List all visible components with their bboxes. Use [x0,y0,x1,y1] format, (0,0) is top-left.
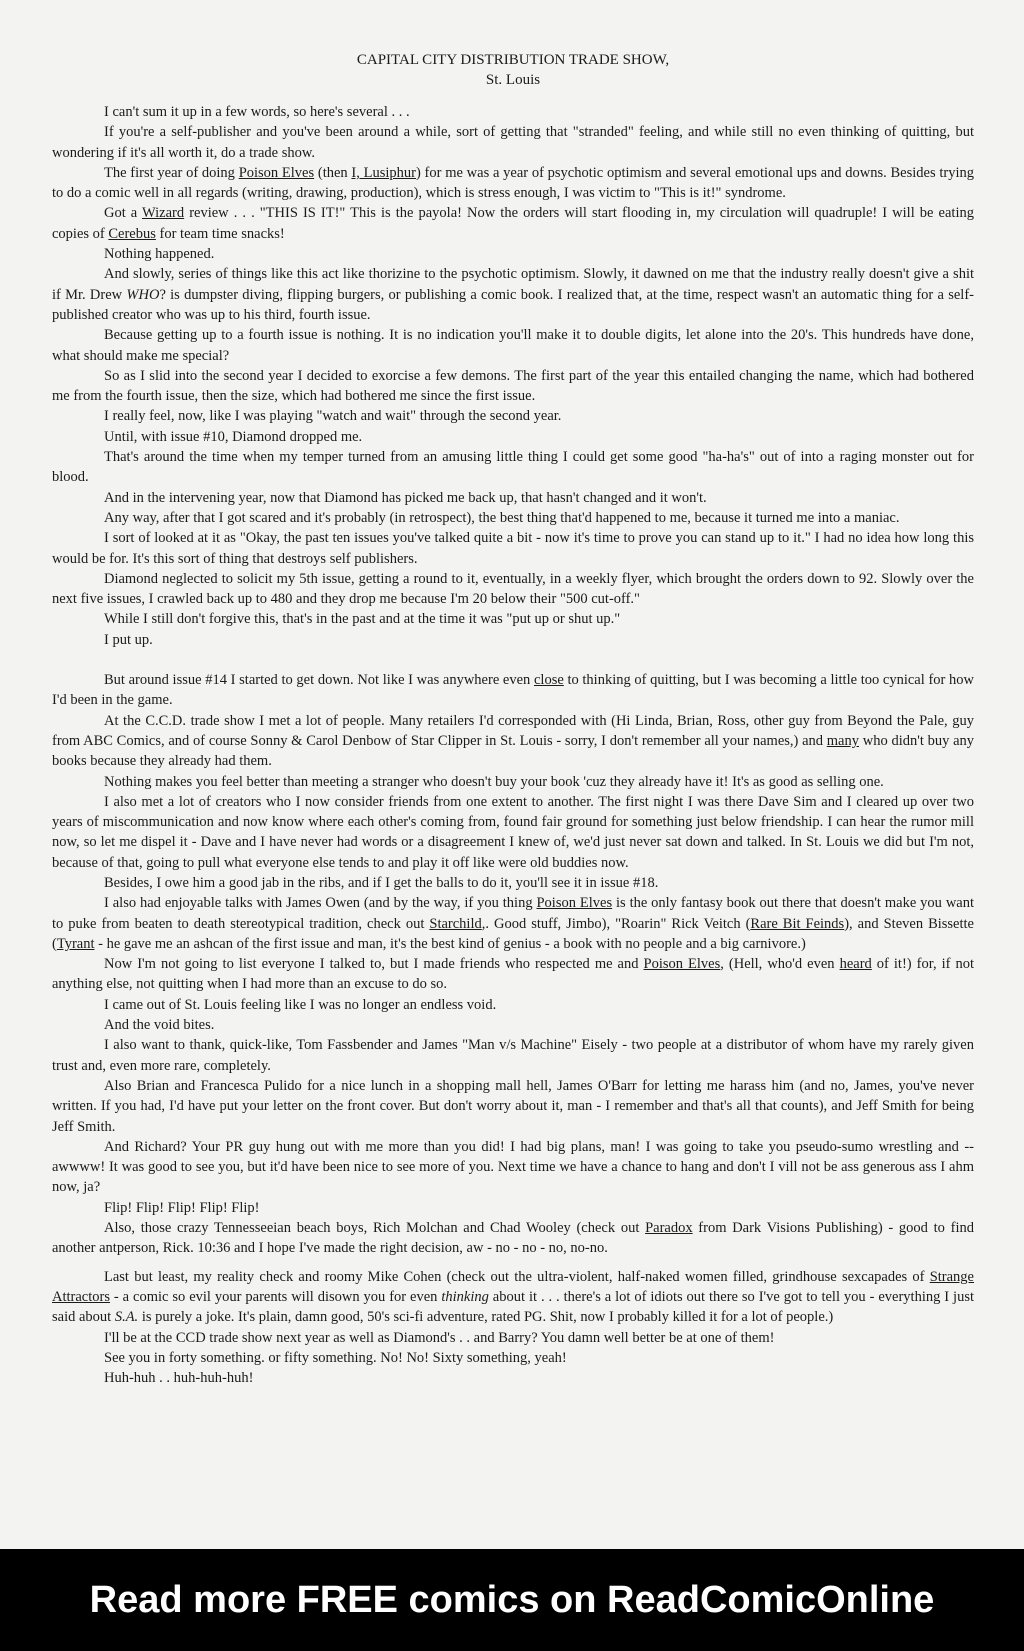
paragraph: Flip! Flip! Flip! Flip! Flip! [104,1199,260,1216]
promo-banner[interactable] [0,1549,1024,1651]
paragraph: See you in forty something. or fifty something. No! No! Sixty something, yeah! [104,1349,567,1366]
comic-title-poison-elves: Poison Elves [238,164,315,181]
article-title: CAPITAL CITY DISTRIBUTION TRADE SHOW, [356,52,670,68]
paragraph: Got a Wizard review . . . "THIS IS IT!" This is the payola! Now the orders will start flooding in, my circulation will quadruple! I will be eating copies of Cerebus for team time snacks! [52,205,974,242]
article-subtitle: St. Louis [485,72,541,88]
comic-title-rare-bit-feinds: Rare Bit Feinds [750,915,845,932]
comic-title-i-lusiphur: I, Lusiphur [351,164,416,181]
paragraph: I also want to thank, quick-like, Tom Fassbender and James "Man v/s Machine" Eisely - two people at a distributor of whom have my rarely given trust and, even more rare, completely. [52,1037,974,1074]
paragraph: I came out of St. Louis feeling like I was no longer an endless void. [104,996,497,1013]
comic-title-poison-elves: Poison Elves [536,895,613,912]
paragraph: Nothing happened. [104,246,215,263]
paragraph: I sort of looked at it as "Okay, the past ten issues you've talked quite a bit - now it's time to prove you can stand up to it." I had no idea how long this would be for. It's this sort of thing that destroys self publishers. [52,530,974,567]
paragraph: I really feel, now, like I was playing "watch and wait" through the second year. [104,408,562,425]
emphasis-close: close [533,672,564,689]
comic-title-tyrant: Tyrant [56,935,95,952]
emphasis-who: WHO [126,286,160,303]
paragraph: While I still don't forgive this, that's in the past and at the time it was "put up or shut up." [104,611,621,628]
paragraph: Now I'm not going to list everyone I talked to, but I made friends who respected me and Poison Elves, (Hell, who'd even heard of it!) for, if not anything else, not quitting when I had more than an excuse to do so. [52,956,975,993]
paragraph: Until, with issue #10, Diamond dropped me. [104,428,363,445]
emphasis-thinking: thinking [441,1288,489,1305]
paragraph: Huh-huh . . huh-huh-huh! [104,1370,254,1387]
paragraph: And in the intervening year, now that Diamond has picked me back up, that hasn't changed and it won't. [104,489,707,506]
paragraph: At the C.C.D. trade show I met a lot of people. Many retailers I'd corresponded with (Hi Linda, Brian, Ross, other guy from Beyond the Pale, guy from ABC Comics, and of course Sonny & Carol Denbow of Star Clipper in St. Louis - sorry, I don't remember all your names,) and many who didn't buy any books because they already had them. [52,712,975,770]
paragraph: Diamond neglected to solicit my 5th issue, getting a round to it, eventually, in a weekly flyer, which brought the orders down to 92. Slowly over the next five issues, I crawled back up to 480 and they drop me because I'm 20 below their "500 cut-off." [52,570,974,608]
emphasis-sa: S.A. [114,1309,139,1326]
paragraph: I also met a lot of creators who I now consider friends from one extent to another. The first night I was there Dave Sim and I cleared up over two years of miscommunication and now know where each other's coming from, found fair ground for something just below friendship. I can hear the rumor mill now, so let me dispel it - Dave and I have never had words or a disagreement I knew of, we'd just never sat down and talked. In St. Louis we did but I'm not, because of that, going to pull what everyone else tends to and play it off like were old buddies now. [52,793,974,871]
section-break [52,650,974,670]
emphasis-heard: heard [839,956,872,973]
comic-title-paradox: Paradox [645,1220,693,1237]
paragraph: Besides, I owe him a good jab in the ribs, and if I get the balls to do it, you'll see it in issue #18. [104,874,659,891]
paragraph: And Richard? Your PR guy hung out with me more than you did! I had big plans, man! I was going to take you pseudo-sumo wrestling and -- awwww! It was good to see you, but it'd have been nice to see more of you. Next time we have a chance to hang and don't I vill not be ass generous ass I ahm now, ja? [52,1138,974,1196]
comic-title-starchild: Starchild [429,915,482,932]
comic-title-cerebus: Cerebus [108,225,156,242]
paragraph: If you're a self-publisher and you've been around a while, sort of getting that "stranded" feeling, and while still no even thinking of quitting, but wondering if it's all worth it, do a trade show. [52,124,974,161]
paragraph: Because getting up to a fourth issue is nothing. It is no indication you'll make it to double digits, let alone into the 20's. This hundreds have done, what should make me special? [52,327,974,364]
paragraph: I also had enjoyable talks with James Owen (and by the way, if you thing Poison Elves is the only fantasy book out there that doesn't make you want to puke from beaten to death stereotypical tradition, check out Starchild,. Good stuff, Jimbo), "Roarin" Rick Veitch (Rare Bit Feinds), and Steven Bissette (Tyrant - he gave me an ashcan of the first issue and man, it's the best kind of genius - a book with no people and a big carnivore.) [52,895,975,952]
paragraph: And slowly, series of things like this act like thorizine to the psychotic optimism. Slowly, it dawned on me that the industry really doesn't give a shit if Mr. Drew WHO? is dumpster diving, flipping burgers, or publishing a comic book. I realized that, at the time, respect wasn't an automatic thing for a self-published creator who was up to his third, fourth issue. [52,266,974,323]
paragraph: Also Brian and Francesca Pulido for a nice lunch in a shopping mall hell, James O'Barr for letting me harass him (and no, James, you've never written. If you had, I'd have put your letter on the front cover. But don't worry about it, man - I remember and that's all that counts), and Jeff Smith for being Jeff Smith. [52,1077,974,1135]
article-body [52,50,974,1388]
paragraph: And the void bites. [104,1017,215,1034]
paragraph: Nothing makes you feel better than meeting a stranger who doesn't buy your book 'cuz they already have it! It's as good as selling one. [104,773,884,790]
paragraph: I can't sum it up in a few words, so here's several . . . [104,104,410,120]
paragraph: That's around the time when my temper turned from an amusing little thing I could get some good "ha-ha's" out of into a raging monster out for blood. [52,449,974,486]
emphasis-many: many [826,732,859,749]
comic-title-strange-attractors: Strange Attractors [52,1268,974,1305]
section-break [52,1259,974,1267]
paragraph: Last but least, my reality check and roomy Mike Cohen (check out the ultra-violent, half-naked women filled, grindhouse sexcapades of Strange Attractors - a comic so evil your parents will disown you for even thinking about it . . . there's a lot of idiots out there so I've got to tell you - everything I just said about S.A. is purely a joke. It's plain, damn good, 50's sci-fi adventure, rated PG. Shit, now I probably killed it for a lot of people.) [52,1268,974,1326]
paragraph: I'll be at the CCD trade show next year as well as Diamond's . . and Barry? You damn well better be at one of them! [104,1329,775,1346]
paragraph: Also, those crazy Tennesseeian beach boys, Rich Molchan and Chad Wooley (check out Paradox from Dark Visions Publishing) - good to find another antperson, Rick. 10:36 and I hope I've made the right decision, aw - no - no - no, no-no. [52,1220,974,1257]
comic-title-poison-elves: Poison Elves [643,956,721,973]
paragraph: The first year of doing Poison Elves (then I, Lusiphur) for me was a year of psychotic optimism and several emotional ups and downs. Besides trying to do a comic well in all regards (writing, drawing, production), which is stress enough, I was victim to "This is it!" syndrome. [52,164,974,202]
paragraph: Any way, after that I got scared and it's probably (in retrospect), the best thing that'd happened to me, because it turned me into a maniac. [104,509,900,526]
paragraph: But around issue #14 I started to get down. Not like I was anywhere even close to thinking of quitting, but I was becoming a little too cynical for how I'd been in the game. [52,672,974,709]
promo-banner-text: Read more FREE comics on ReadComicOnline [89,1578,935,1621]
paragraph: I put up. [104,631,153,648]
magazine-title-wizard: Wizard [142,205,185,222]
paragraph: So as I slid into the second year I decided to exorcise a few demons. The first part of the year this entailed changing the name, which had bothered me from the fourth issue, then the size, which had bothered me since the first issue. [52,367,974,405]
